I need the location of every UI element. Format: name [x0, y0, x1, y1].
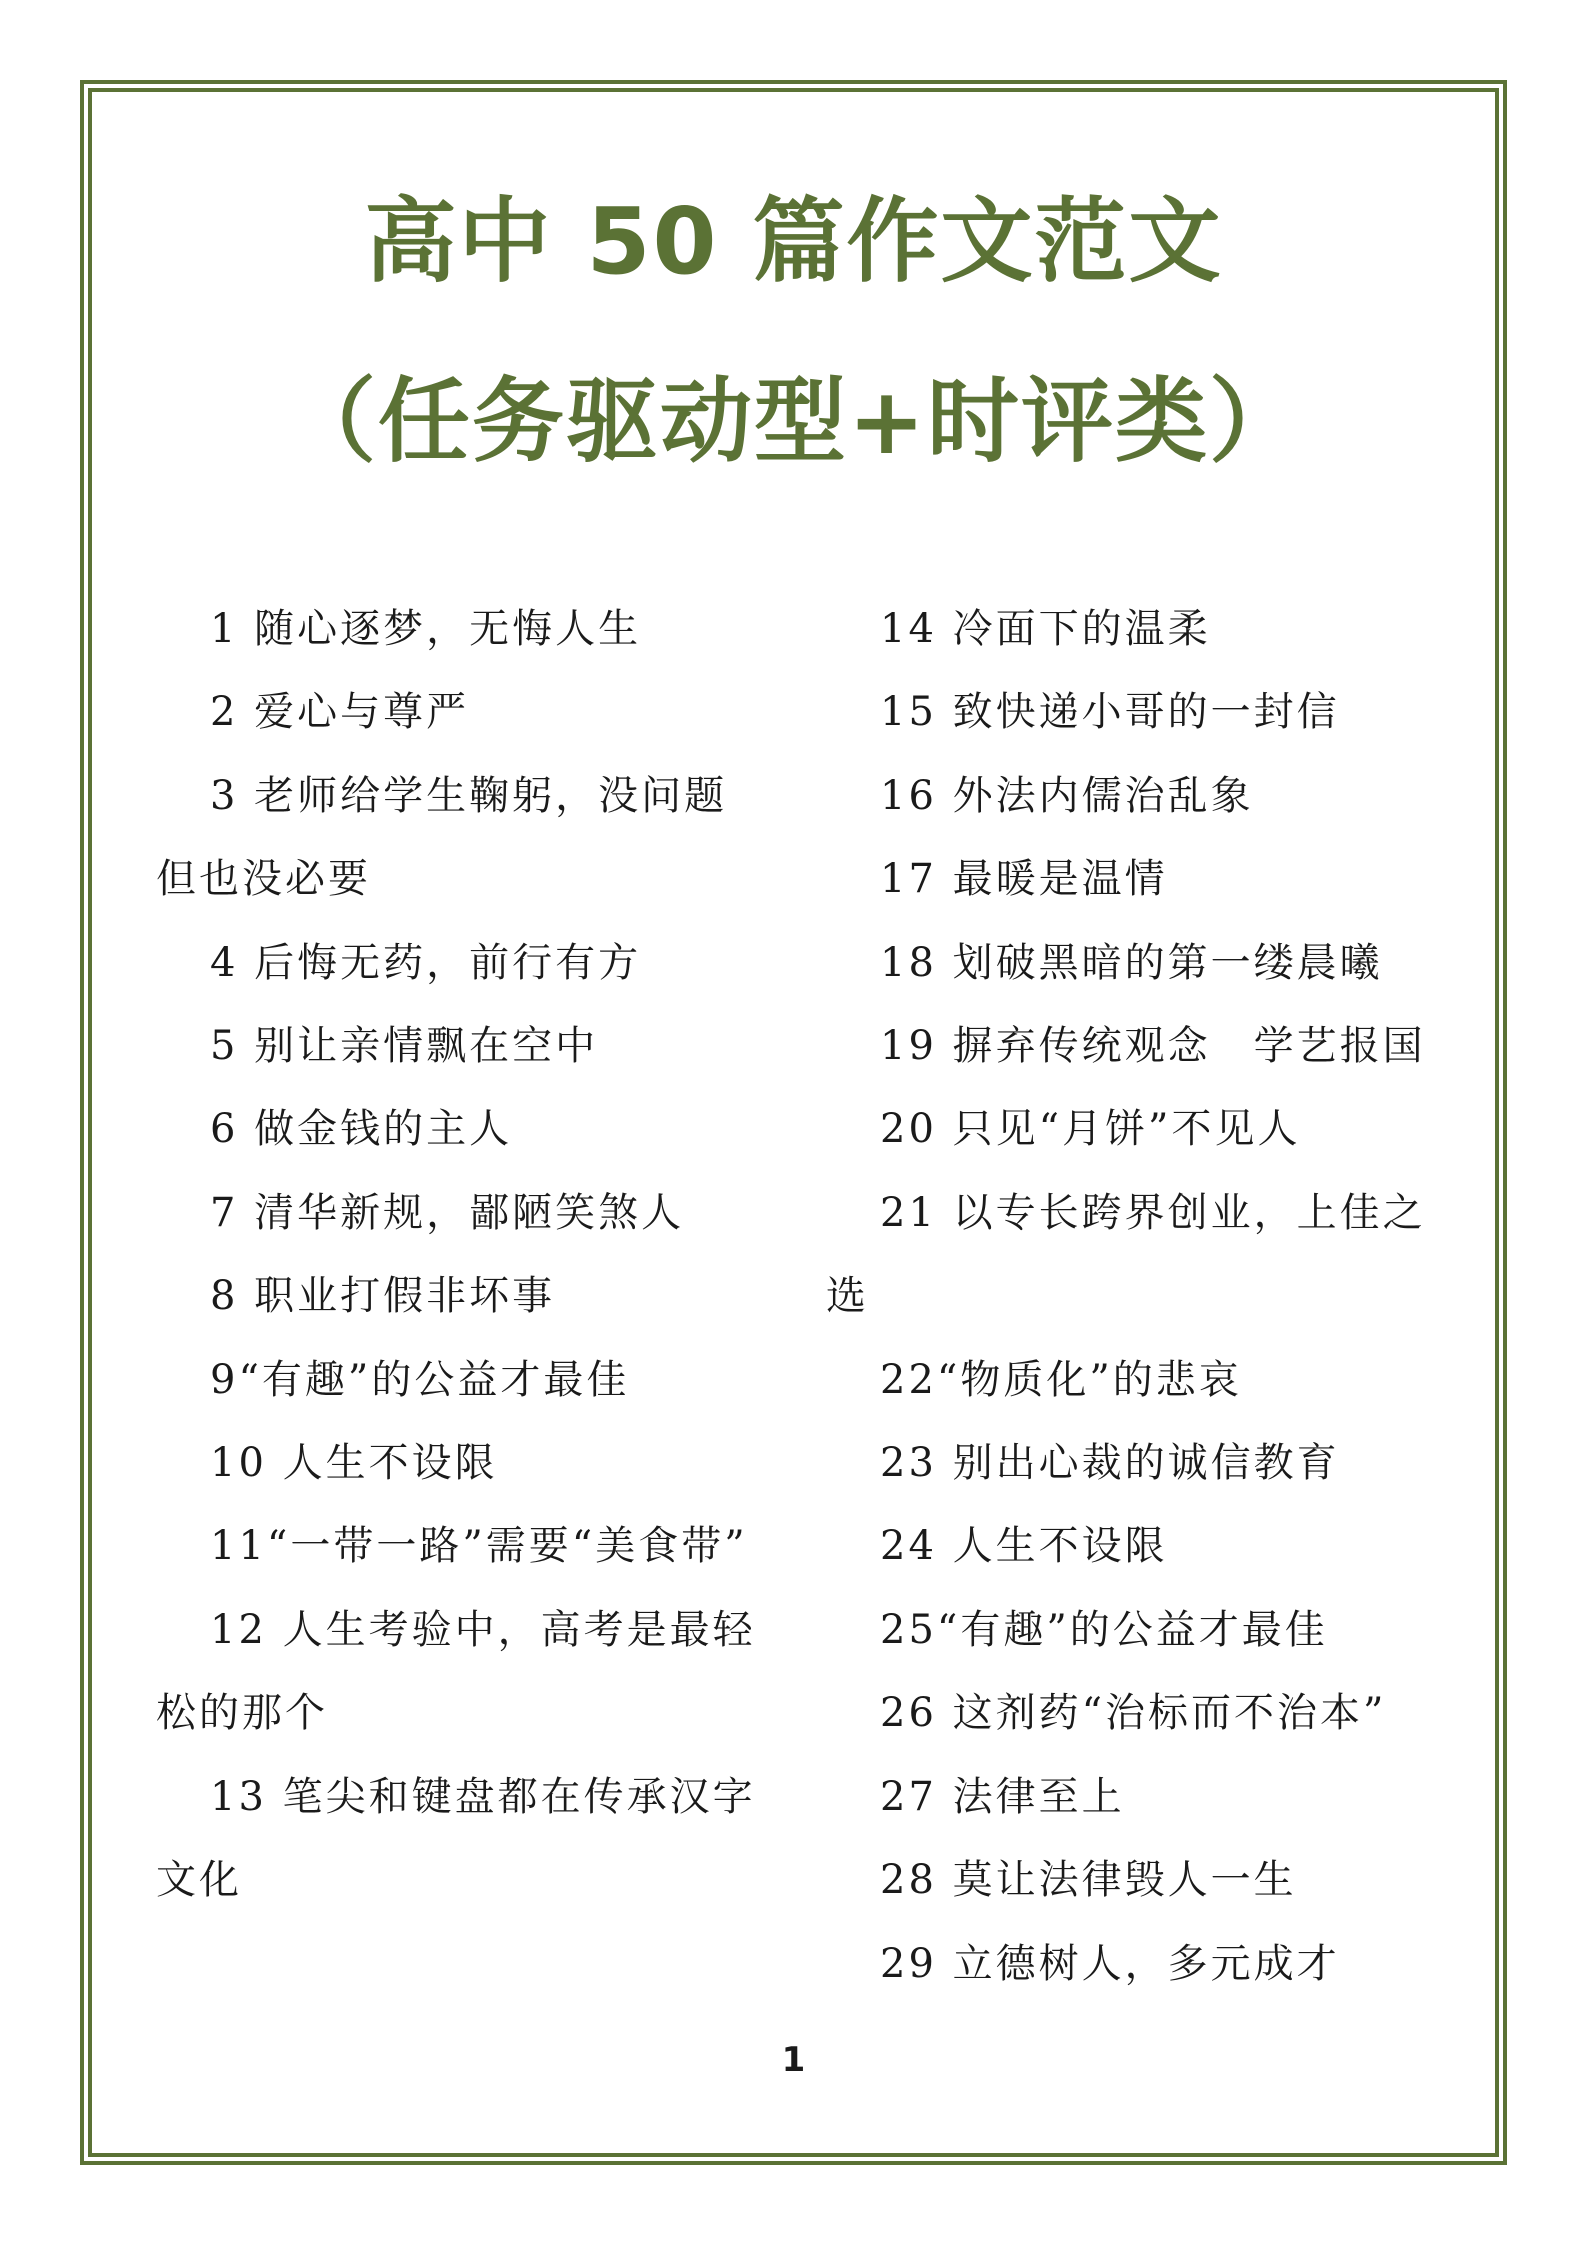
list-item: 29 立德树人，多元成才	[880, 1940, 1340, 1987]
list-item: 8 职业打假非坏事	[210, 1273, 556, 1320]
list-item: 9“有趣”的公益才最佳	[210, 1356, 630, 1403]
list-item: 16 外法内儒治乱象	[880, 772, 1254, 819]
list-item: 24 人生不设限	[880, 1523, 1168, 1570]
list-item: 23 别出心裁的诚信教育	[880, 1440, 1340, 1487]
document-title: 高中 50 篇作文范文	[364, 188, 1223, 295]
list-item: 15 致快递小哥的一封信	[880, 689, 1340, 736]
list-item: 27 法律至上	[880, 1773, 1125, 1820]
essay-list-left	[156, 588, 768, 1923]
list-item: 28 莫让法律毁人一生	[880, 1857, 1297, 1904]
list-item: 1 随心逐梦，无悔人生	[210, 606, 642, 652]
list-item: 10 人生不设限	[210, 1440, 498, 1487]
document-subtitle: （任务驱动型+时评类）	[283, 368, 1304, 475]
list-item: 25“有趣”的公益才最佳	[880, 1606, 1328, 1653]
list-item: 26 这剂药“治标而不治本”	[880, 1690, 1387, 1737]
list-item: 2 爱心与尊严	[210, 689, 470, 736]
list-item: 11“一带一路”需要“美食带”	[210, 1523, 748, 1570]
list-item: 12 人生考验中，高考是最轻松的那个	[156, 1606, 756, 1737]
list-item: 18 划破黑暗的第一缕晨曦	[880, 939, 1383, 986]
list-item: 6 做金钱的主人	[210, 1106, 513, 1153]
list-item: 13 笔尖和键盘都在传承汉字文化	[156, 1773, 756, 1904]
list-item: 7 清华新规，鄙陋笑煞人	[210, 1189, 685, 1236]
list-item: 5 别让亲情飘在空中	[210, 1023, 599, 1070]
list-item: 19 摒弃传统观念 学艺报国	[880, 1023, 1426, 1070]
list-item: 20 只见“月饼”不见人	[880, 1106, 1301, 1153]
list-item: 21 以专长跨界创业，上佳之选	[826, 1189, 1426, 1320]
list-item: 22“物质化”的悲哀	[880, 1356, 1242, 1403]
list-item: 17 最暖是温情	[880, 856, 1168, 903]
list-item: 4 后悔无药，前行有方	[210, 939, 642, 986]
list-item: 14 冷面下的温柔	[880, 606, 1211, 652]
page-number: 1	[781, 2040, 806, 2080]
essay-list-right	[826, 588, 1448, 2006]
list-item: 3 老师给学生鞠躬，没问题但也没必要	[156, 772, 728, 903]
